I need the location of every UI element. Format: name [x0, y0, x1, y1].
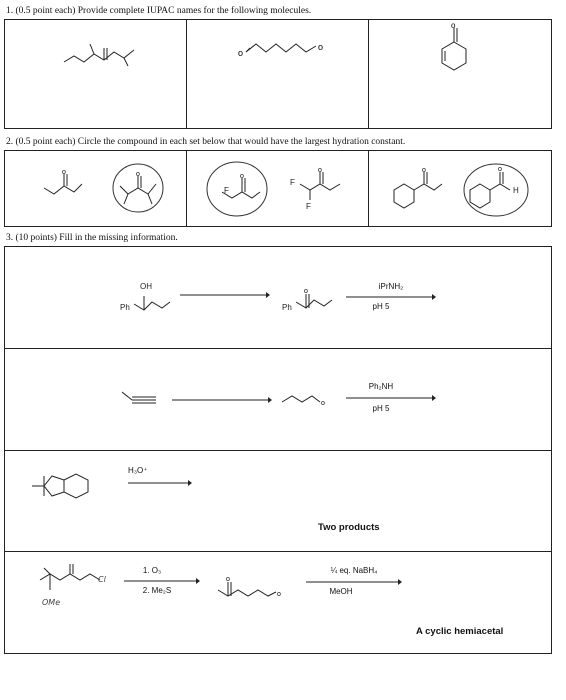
- q3-row-divider-1: [4, 348, 551, 349]
- fluorine-label-3: F: [306, 202, 311, 211]
- svg-text:o: o: [136, 171, 140, 178]
- q2-set3-compound-a: [390, 166, 446, 210]
- q3-row-divider-2: [4, 450, 551, 451]
- svg-text:o: o: [318, 42, 324, 52]
- r1-starting-alcohol: [132, 290, 172, 314]
- q2-set2-compound-b: [294, 164, 350, 214]
- r1-ph-label-1: Ph: [120, 303, 130, 312]
- r2-aldehyde: [280, 388, 330, 408]
- q2-set3-compound-b-circled: [462, 156, 532, 218]
- hydrogen-label: H: [513, 186, 519, 195]
- svg-text:o: o: [422, 167, 426, 174]
- r2-arrow-1: [172, 395, 272, 405]
- q2-divider-2: [368, 150, 369, 226]
- r4-chlorine-label: Cl: [98, 575, 106, 584]
- r1-ph-condition: pH 5: [372, 302, 390, 311]
- q1-molecule-1: [60, 30, 140, 70]
- svg-text:o: o: [226, 576, 230, 583]
- r3-acetal: [30, 462, 104, 506]
- question-1-text: 1. (0.5 point each) Provide complete IUPAC names for the following molecules.: [6, 6, 312, 16]
- svg-text:o: o: [240, 173, 244, 180]
- r1-oh-label: OH: [140, 282, 152, 291]
- fluorine-label-1: F: [224, 186, 229, 195]
- r4-arrow-1: [124, 576, 200, 586]
- r3-acid-reagent: H₃O⁺: [128, 466, 148, 475]
- q2-set1-compound-b-circled: [110, 160, 166, 214]
- svg-text:o: o: [318, 167, 322, 174]
- r4-step2-reagent: 2. Me₂S: [142, 586, 172, 595]
- r4-arrow-2: [306, 577, 402, 587]
- r2-alkyne: [120, 388, 160, 412]
- r2-arrow-2: [346, 393, 436, 403]
- r4-nabh4-reagent: ¼ eq. NaBH₄: [330, 566, 378, 575]
- r1-ph-label-2: Ph: [282, 303, 292, 312]
- r1-amine-reagent: iPrNH₂: [378, 282, 404, 291]
- svg-text:o: o: [304, 288, 308, 295]
- svg-text:o: o: [321, 400, 325, 407]
- r1-ketone: [294, 280, 334, 312]
- svg-text:o: o: [62, 169, 66, 176]
- fluorine-label-2: F: [290, 178, 295, 187]
- q1-molecule-3: [434, 22, 474, 78]
- svg-text:o: o: [277, 591, 281, 598]
- q2-set1-compound-a: [40, 168, 86, 198]
- svg-text:o: o: [498, 166, 502, 173]
- q3-row-divider-3: [4, 551, 551, 552]
- svg-text:o: o: [451, 22, 456, 30]
- r4-methoxy-label: OMe: [42, 598, 61, 607]
- q1-divider-2: [368, 19, 369, 128]
- r1-arrow-1: [180, 290, 270, 300]
- svg-text:o: o: [238, 48, 244, 58]
- r4-step1-reagent: 1. O₃: [142, 566, 162, 575]
- r4-aldehyde-product: [214, 570, 294, 600]
- q2-set2-compound-a-circled: [204, 158, 270, 218]
- question-2-text: 2. (0.5 point each) Circle the compound in each set below that would have the largest hydration constant.: [6, 137, 406, 147]
- question-3-text: 3. (10 points) Fill in the missing information.: [6, 233, 178, 243]
- r2-amine-reagent: Ph₂NH: [368, 382, 394, 391]
- r4-solvent: MeOH: [329, 587, 353, 596]
- r1-arrow-2: [346, 292, 436, 302]
- r4-result-text: A cyclic hemiacetal: [416, 626, 504, 637]
- q2-divider-1: [186, 150, 187, 226]
- r2-ph-condition: pH 5: [372, 404, 390, 413]
- q1-divider-1: [186, 19, 187, 128]
- q1-molecule-2: [238, 28, 328, 68]
- r3-arrow: [128, 478, 192, 488]
- r3-result-text: Two products: [318, 522, 380, 533]
